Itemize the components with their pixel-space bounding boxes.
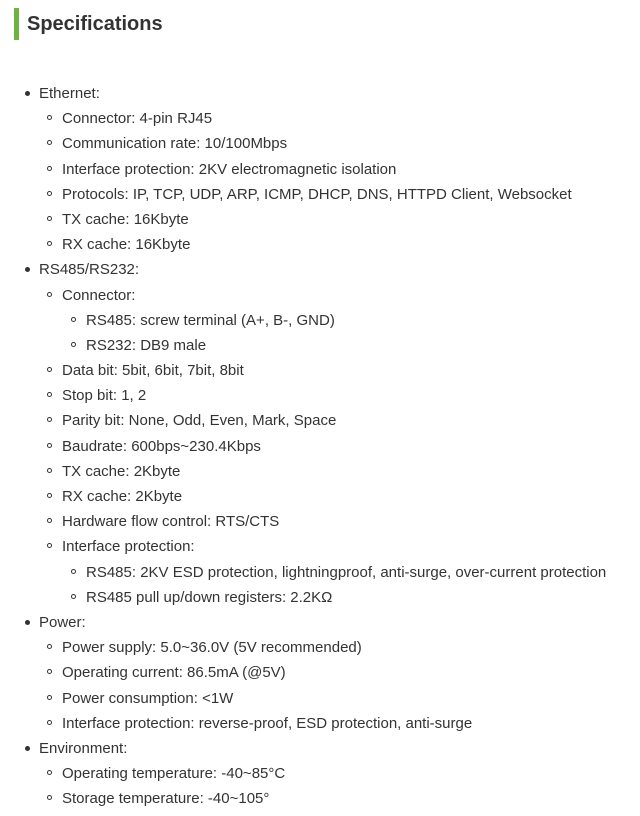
spec-item-text: RX cache: 16Kbyte xyxy=(62,236,191,254)
spec-item-text: Interface protection: reverse-proof, ESD protection, anti-surge xyxy=(62,714,473,732)
spec-item-level1 xyxy=(0,81,640,106)
spec-item-level2 xyxy=(0,383,640,408)
spec-item-text: Stop bit: 1, 2 xyxy=(62,387,147,405)
circle-bullet-icon xyxy=(71,594,76,599)
circle-bullet-icon xyxy=(47,669,52,674)
page-title: Specifications xyxy=(27,12,163,35)
spec-item-text: Power supply: 5.0~36.0V (5V recommended) xyxy=(62,639,362,657)
circle-bullet-icon xyxy=(47,216,52,221)
spec-item-level2 xyxy=(0,686,640,711)
spec-item-text: Environment: xyxy=(39,739,128,757)
circle-bullet-icon xyxy=(71,342,76,347)
spec-item-text: TX cache: 2Kbyte xyxy=(62,462,181,480)
spec-item-text: Operating current: 86.5mA (@5V) xyxy=(62,664,286,682)
disc-bullet-icon xyxy=(25,91,30,96)
spec-item-text: RS485: 2KV ESD protection, lightningproof, anti-surge, over-current protection xyxy=(86,563,607,581)
spec-item-text: RX cache: 2Kbyte xyxy=(62,488,183,505)
spec-item-text: RS485 pull up/down registers: 2.2KΩ xyxy=(86,588,333,606)
circle-bullet-icon xyxy=(47,770,52,775)
spec-item-level2 xyxy=(0,232,640,257)
spec-item-text: Parity bit: None, Odd, Even, Mark, Space xyxy=(62,412,337,430)
circle-bullet-icon xyxy=(47,518,52,523)
heading-accent-bar xyxy=(14,8,19,40)
spec-item-level2 xyxy=(0,534,640,559)
circle-bullet-icon xyxy=(47,695,52,700)
circle-bullet-icon xyxy=(47,392,52,397)
specifications-list xyxy=(0,81,640,811)
circle-bullet-icon xyxy=(47,644,52,649)
circle-bullet-icon xyxy=(47,166,52,171)
spec-item-text: Storage temperature: -40~105° xyxy=(62,790,270,808)
circle-bullet-icon xyxy=(71,569,76,574)
spec-item-text: RS232: DB9 male xyxy=(86,336,207,354)
spec-item-level2 xyxy=(0,434,640,459)
disc-bullet-icon xyxy=(25,267,30,272)
disc-bullet-icon xyxy=(25,746,30,751)
disc-bullet-icon xyxy=(25,620,30,625)
spec-item-level3 xyxy=(0,333,640,358)
circle-bullet-icon xyxy=(47,417,52,422)
spec-item-level2 xyxy=(0,157,640,182)
spec-item-level2 xyxy=(0,509,640,534)
spec-item-text: Baudrate: 600bps~230.4Kbps xyxy=(62,437,261,455)
spec-item-text: Interface protection: 2KV electromagnetic isolation xyxy=(62,160,397,178)
spec-item-level3 xyxy=(0,585,640,610)
spec-item-text: Power consumption: <1W xyxy=(62,689,234,707)
spec-item-level2 xyxy=(0,358,640,383)
spec-item-level2 xyxy=(0,660,640,685)
spec-item-text: Power: xyxy=(39,613,86,631)
spec-item-text: Interface protection: xyxy=(62,538,195,556)
spec-item-level2 xyxy=(0,635,640,660)
circle-bullet-icon xyxy=(47,468,52,473)
section-heading xyxy=(14,8,163,40)
spec-item-level2 xyxy=(0,182,640,207)
spec-item-text: Ethernet: xyxy=(39,85,100,102)
circle-bullet-icon xyxy=(47,367,52,372)
spec-item-text: RS485: screw terminal (A+, B-, GND) xyxy=(86,311,335,329)
spec-item-text: Operating temperature: -40~85°C xyxy=(62,765,286,783)
spec-item-level2 xyxy=(0,131,640,156)
spec-item-level3 xyxy=(0,560,640,585)
circle-bullet-icon xyxy=(71,317,76,322)
circle-bullet-icon xyxy=(47,115,52,120)
circle-bullet-icon xyxy=(47,493,52,498)
spec-item-level2 xyxy=(0,761,640,786)
circle-bullet-icon xyxy=(47,543,52,548)
circle-bullet-icon xyxy=(47,720,52,725)
spec-item-level1 xyxy=(0,257,640,282)
spec-item-text: RS485/RS232: xyxy=(39,261,140,279)
spec-item-text: Communication rate: 10/100Mbps xyxy=(62,135,288,153)
spec-item-text: Data bit: 5bit, 6bit, 7bit, 8bit xyxy=(62,362,244,380)
spec-item-level2 xyxy=(0,408,640,433)
circle-bullet-icon xyxy=(47,140,52,145)
spec-item-level2 xyxy=(0,711,640,736)
spec-item-level1 xyxy=(0,610,640,635)
spec-item-level1 xyxy=(0,736,640,761)
spec-item-text: Connector: 4-pin RJ45 xyxy=(62,110,213,128)
circle-bullet-icon xyxy=(47,443,52,448)
circle-bullet-icon xyxy=(47,191,52,196)
circle-bullet-icon xyxy=(47,795,52,800)
spec-item-level2 xyxy=(0,484,640,509)
spec-item-text: TX cache: 16Kbyte xyxy=(62,210,189,228)
spec-item-level2 xyxy=(0,207,640,232)
spec-item-level2 xyxy=(0,106,640,131)
spec-item-text: Connector: xyxy=(62,286,136,304)
spec-item-level2 xyxy=(0,283,640,308)
spec-item-text: Protocols: IP, TCP, UDP, ARP, ICMP, DHCP, DNS, HTTPD Client, Websocket xyxy=(62,185,572,203)
spec-item-level2 xyxy=(0,459,640,484)
circle-bullet-icon xyxy=(47,241,52,246)
spec-item-level2 xyxy=(0,786,640,811)
spec-item-text: Hardware flow control: RTS/CTS xyxy=(62,513,280,531)
circle-bullet-icon xyxy=(47,292,52,297)
spec-item-level3 xyxy=(0,308,640,333)
